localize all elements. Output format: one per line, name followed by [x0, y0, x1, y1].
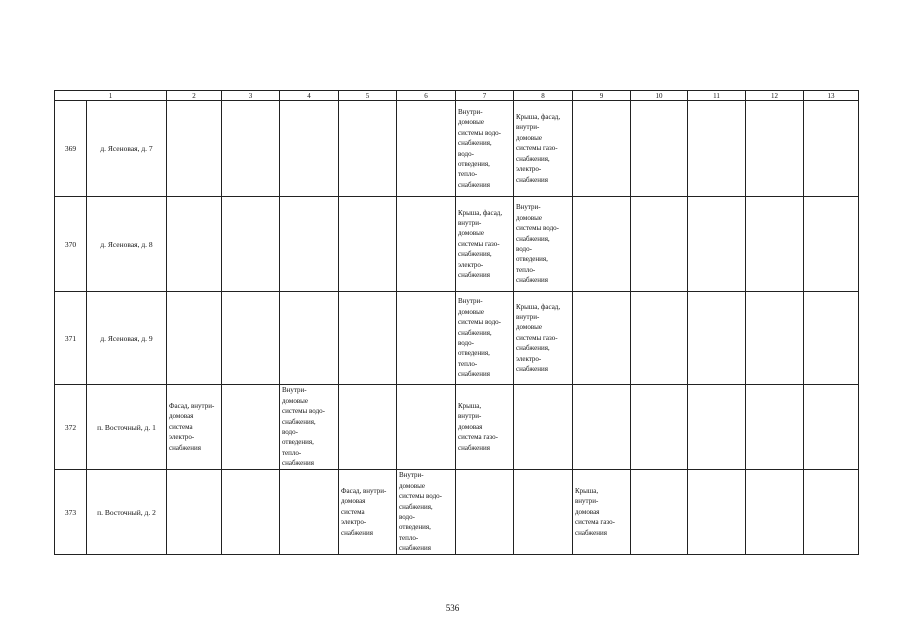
table-cell: Фасад, внутри- домовая система электро- снабжения	[167, 385, 222, 470]
table-cell	[631, 292, 688, 385]
table-cell: Внутри- домовые системы водо- снабжения, водо- отведения, тепло- снабжения	[456, 101, 514, 197]
table-cell: Внутри- домовые системы водо- снабжения, водо- отведения, тепло- снабжения	[397, 470, 456, 555]
table-cell	[456, 470, 514, 555]
address-cell: д. Ясеновая, д. 7	[87, 101, 167, 197]
table-cell: Фасад, внутри- домовая система электро- снабжения	[339, 470, 397, 555]
table-cell: Крыша, фасад, внутри- домовые системы газо- снабжения, электро- снабжения	[456, 197, 514, 292]
table-cell	[397, 101, 456, 197]
table-cell	[804, 292, 859, 385]
table-cell	[573, 101, 631, 197]
table-cell	[631, 101, 688, 197]
table-cell	[397, 292, 456, 385]
table-row	[55, 292, 859, 385]
column-header: 9	[573, 91, 631, 101]
table-cell	[804, 470, 859, 555]
column-header: 4	[280, 91, 339, 101]
column-header: 13	[804, 91, 859, 101]
row-number: 370	[55, 197, 87, 292]
table-cell	[167, 470, 222, 555]
table-cell	[746, 470, 804, 555]
table-cell	[222, 385, 280, 470]
address-cell: п. Восточный, д. 2	[87, 470, 167, 555]
address-cell: д. Ясеновая, д. 9	[87, 292, 167, 385]
table-cell	[397, 385, 456, 470]
table-cell	[514, 385, 573, 470]
table-row	[55, 101, 859, 197]
column-header: 1	[55, 91, 167, 101]
table-cell	[339, 197, 397, 292]
table-cell	[631, 385, 688, 470]
table-row	[55, 470, 859, 555]
table-cell	[746, 101, 804, 197]
table-cell	[631, 197, 688, 292]
table-row	[55, 197, 859, 292]
table-cell	[167, 101, 222, 197]
table-cell	[804, 101, 859, 197]
table-cell	[631, 470, 688, 555]
table-cell	[573, 385, 631, 470]
table-cell	[804, 385, 859, 470]
table-cell	[397, 197, 456, 292]
column-header: 5	[339, 91, 397, 101]
table-cell	[222, 292, 280, 385]
table-cell	[339, 292, 397, 385]
row-number: 369	[55, 101, 87, 197]
column-header: 10	[631, 91, 688, 101]
table-cell	[167, 197, 222, 292]
table-cell	[573, 292, 631, 385]
page-number: 536	[445, 603, 460, 613]
data-table	[54, 90, 859, 555]
column-header: 11	[688, 91, 746, 101]
table-cell: Крыша, внутри- домовая система газо- снабжения	[573, 470, 631, 555]
row-number: 373	[55, 470, 87, 555]
table-cell	[222, 470, 280, 555]
table-cell	[573, 197, 631, 292]
table-cell	[688, 292, 746, 385]
table-cell	[688, 101, 746, 197]
table-cell	[688, 385, 746, 470]
table-cell	[746, 385, 804, 470]
table-cell: Внутри- домовые системы водо- снабжения, водо- отведения, тепло- снабжения	[514, 197, 573, 292]
table-cell	[280, 101, 339, 197]
table-cell	[280, 197, 339, 292]
table-cell: Крыша, фасад, внутри- домовые системы газо- снабжения, электро- снабжения	[514, 292, 573, 385]
table-cell	[688, 470, 746, 555]
table-cell	[167, 292, 222, 385]
table-cell	[222, 101, 280, 197]
table-cell	[339, 101, 397, 197]
column-header: 12	[746, 91, 804, 101]
table-cell	[339, 385, 397, 470]
column-header: 8	[514, 91, 573, 101]
table-cell: Крыша, внутри- домовая система газо- снабжения	[456, 385, 514, 470]
table-cell	[280, 292, 339, 385]
table-cell	[280, 470, 339, 555]
table-cell	[746, 292, 804, 385]
column-header: 7	[456, 91, 514, 101]
column-header: 2	[167, 91, 222, 101]
address-cell: п. Восточный, д. 1	[87, 385, 167, 470]
table-cell	[514, 470, 573, 555]
table-cell	[222, 197, 280, 292]
address-cell: д. Ясеновая, д. 8	[87, 197, 167, 292]
table-cell: Внутри- домовые системы водо- снабжения, водо- отведения, тепло- снабжения	[456, 292, 514, 385]
table-cell: Внутри- домовые системы водо- снабжения, водо- отведения, тепло- снабжения	[280, 385, 339, 470]
header-row	[55, 91, 859, 101]
column-header: 6	[397, 91, 456, 101]
row-number: 372	[55, 385, 87, 470]
column-header: 3	[222, 91, 280, 101]
table-cell	[746, 197, 804, 292]
table-cell: Крыша, фасад, внутри- домовые системы газо- снабжения, электро- снабжения	[514, 101, 573, 197]
table-cell	[688, 197, 746, 292]
row-number: 371	[55, 292, 87, 385]
table-row	[55, 385, 859, 470]
table-cell	[804, 197, 859, 292]
